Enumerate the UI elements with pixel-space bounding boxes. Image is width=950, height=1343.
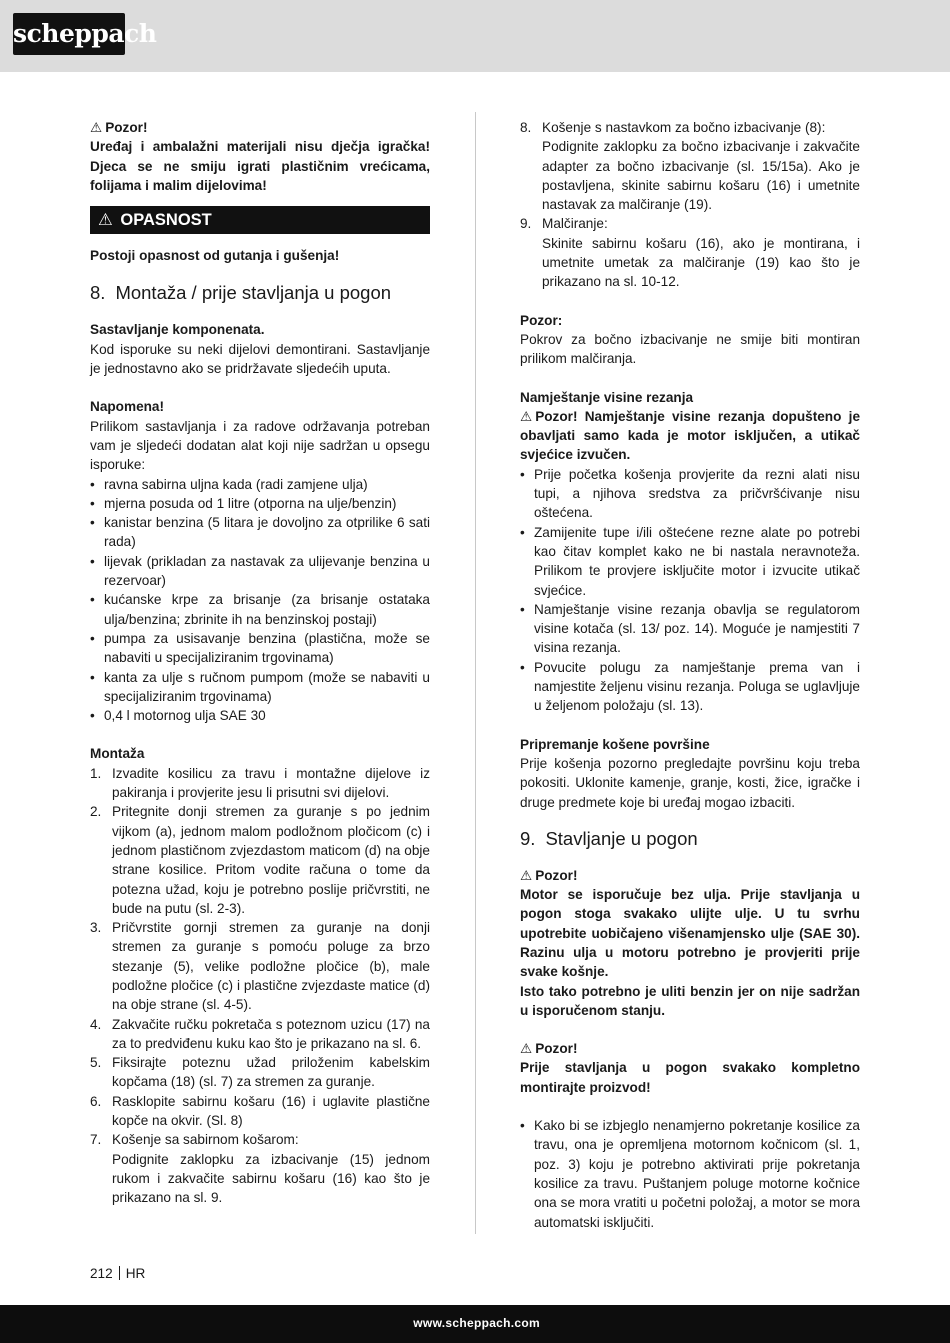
list-item: • kućanske krpe za brisanje (za brisanje ostataka ulja/benzina; zbrinite ih na benzinskoj postaji) — [90, 590, 430, 629]
pozor-heading: ⚠ Pozor! — [520, 866, 860, 885]
subheading: Pripremanje košene površine — [520, 736, 710, 752]
section-heading: 9. Stavljanje u pogon — [520, 827, 698, 849]
list-item: 1. Izvadite kosilicu za travu i montažne dijelove iz pakiranja i provjerite jesu li prisutni svi dijelovi. — [90, 765, 430, 801]
subheading: Namještanje visine rezanja — [520, 389, 694, 405]
paragraph: Pokrov za bočno izbacivanje ne smije biti montiran prilikom malčiranja. — [520, 331, 860, 367]
list-item: 6. Rasklopite sabirnu košaru (16) i uglavite plastične kopče na okvir. (Sl. 8) — [90, 1093, 430, 1129]
warning-icon: ⚠ — [520, 867, 533, 883]
warning-paragraph: ⚠ Pozor! Namještanje visine rezanja dopušteno je obavljati samo kada je motor isključen, a utikač svjećice izvučen. — [520, 408, 860, 463]
section-heading: 8. Montaža / prije stavljanja u pogon — [90, 282, 392, 304]
warning-icon: ⚠ — [98, 211, 113, 230]
subheading: Pozor: — [520, 312, 563, 328]
warning-icon: ⚠ — [520, 408, 533, 424]
danger-banner: ⚠ OPASNOST — [90, 206, 430, 234]
list-item: 3. Pričvrstite gornji stremen za guranje na donji stremen za guranje s pomoću poluge za brzo stezanje (5), velike podložne pločice (b), male podložne pločice (c) i plastične zvjezdaste matice (d) na obje strane (sl. 4-5). — [90, 920, 430, 1013]
page-number: 212 HR — [90, 1266, 146, 1281]
list-item: • Zamijenite tupe i/ili oštećene rezne alate po potrebi kao čitav komplet kako ne bi nastala neravnoteža. Prilikom te provjere isključite motor i izvucite utikač svjećice. — [520, 523, 860, 600]
separator — [119, 1266, 120, 1280]
pozor-text: Uređaj i ambalažni materijali nisu dječja igračka! Djeca se ne smiju igrati plastičnim vrećicama, folijama i malim dijelovima! — [90, 139, 430, 193]
paragraph: Prije košenja pozorno pregledajte površinu koju treba pokositi. Uklonite kamenje, granje, kosti, žice, igračke i druge predmete koje bi uređaj mogao izbaciti. — [520, 755, 860, 810]
cut-height-list — [520, 465, 860, 716]
list-item: • kanistar benzina (5 litara je dovoljno za otprilike 6 sati rada) — [90, 513, 430, 552]
scheppach-logo: scheppach — [13, 13, 125, 55]
list-item: 9. Malčiranje: Skinite sabirnu košaru (16), ako je montirana, i umetnite umetak za malčiranje (19) kao što je prikazano na sl. 10-12. — [520, 216, 860, 290]
paragraph: Kod isporuke su neki dijelovi demontirani. Sastavljanje je jednostavno ako se pridržavate sljedećih uputa. — [90, 341, 430, 377]
list-item: 7. Košenje sa sabirnom košarom: Podignite zaklopku za izbacivanje (15) jednom rukom i zakvačite sabirnu košaru (16) kao što je prikazano na sl. 9. — [90, 1132, 430, 1206]
column-divider — [475, 112, 476, 1234]
list-item: 2. Pritegnite donji stremen za guranje s po jednim vijkom (a), jednom malom podložnom pločicom (c) i jednom plastičnom zvjezdastom maticom (d) na obje strane kosilice. Pritom vodite računa o tome da potezna užad, koju je potrebno poslije pričvrstiti, ne bude na putu (sl. 2-3). — [90, 804, 430, 916]
list-item: • Prije početka košenja provjerite da rezni alati nisu tupi, a njihova sredstva za pričvršćivanje nisu oštećena. — [520, 465, 860, 523]
list-item: • kanta za ulje s ručnom pumpom (može se nabaviti u specijaliziranim trgovinama) — [90, 668, 430, 707]
list-item: • Kako bi se izbjeglo nenamjerno pokretanje kosilice za travu, ona je opremljena motornom kočnicom (sl. 1, poz. 3) koju je potrebno aktivirati prije pokretanja kosilice za travu. Puštanjem poluge motorne kočnice ona se mora vratiti u početni položaj, a motor se mora automatski isključiti. — [520, 1116, 860, 1232]
paragraph: Prilikom sastavljanja i za radove održavanja potreban vam je sljedeći dodatan alat koji nije sadržan u opsegu isporuke: — [90, 418, 430, 473]
subheading: Sastavljanje komponenata. — [90, 322, 265, 338]
list-item: 8. Košenje s nastavkom za bočno izbacivanje (8): Podignite zaklopku za bočno izbacivanje i zakvačite adapter za bočno izbacivanje (sl. 15/15a). Ako je postavljena, skinite sabirnu košaru (16) i umetnite nastavak za malčiranje (19). — [520, 120, 860, 213]
list-item: 4. Zakvačite ručku pokretača s poteznom uzicu (17) na za to predviđenu kuku kao što je prikazano na sl. 6. — [90, 1016, 430, 1051]
warning-icon: ⚠ — [90, 120, 103, 135]
danger-text: Postoji opasnost od gutanja i gušenja! — [90, 248, 340, 264]
list-item: • pumpa za usisavanje benzina (plastična, može se nabaviti u specijaliziranim trgovinama) — [90, 629, 430, 668]
subheading: Napomena! — [90, 399, 165, 415]
page-header — [0, 0, 950, 72]
tool-list — [90, 475, 430, 726]
list-item: • ravna sabirna uljna kada (radi zamjene ulja) — [90, 475, 430, 494]
left-column — [90, 118, 430, 1208]
brake-list — [520, 1116, 860, 1232]
list-item: • lijevak (prikladan za nastavak za ulijevanje benzina u rezervoar) — [90, 552, 430, 591]
website-link[interactable]: www.scheppach.com — [413, 1316, 540, 1330]
subheading: Montaža — [90, 746, 145, 762]
list-item: • 0,4 l motornog ulja SAE 30 — [90, 706, 430, 725]
pozor-text: Motor se isporučuje bez ulja. Prije stavljanja u pogon stoga svakako ulijte ulje. U tu svrhu upotrebite uobičajeno višenamjensko ulje (SAE 30). Razinu ulja u motoru potrebno je provjeriti prije svake košnje. — [520, 887, 860, 980]
list-item: • Povucite polugu za namještanje prema van i namjestite željenu visinu rezanja. Poluga se uglavljuje u željenom položaju (sl. 13). — [520, 658, 860, 716]
right-column — [520, 118, 860, 1232]
footer-bar — [0, 1305, 950, 1343]
pozor-heading: ⚠ Pozor! — [520, 1039, 860, 1058]
pozor-text: Isto tako potrebno je uliti benzin jer on nije sadržan u isporučenom stanju. — [520, 983, 860, 1018]
list-item: 5. Fiksirajte poteznu užad priloženim kabelskim kopčama (18) (sl. 7) za stremen za guranje. — [90, 1055, 430, 1090]
pozor-text: Prije stavljanja u pogon svakako kompletno montirajte proizvod! — [520, 1060, 860, 1095]
list-item: • mjerna posuda od 1 litre (otporna na ulje/benzin) — [90, 494, 430, 513]
list-item: • Namještanje visine rezanja obavlja se regulatorom visine kotača (sl. 13/ poz. 14). Moguće je namjestiti 7 visina rezanja. — [520, 600, 860, 658]
assembly-steps-continued — [520, 118, 860, 292]
pozor-heading: ⚠ Pozor! — [90, 118, 430, 137]
warning-icon: ⚠ — [520, 1041, 533, 1057]
assembly-steps — [90, 764, 430, 1208]
